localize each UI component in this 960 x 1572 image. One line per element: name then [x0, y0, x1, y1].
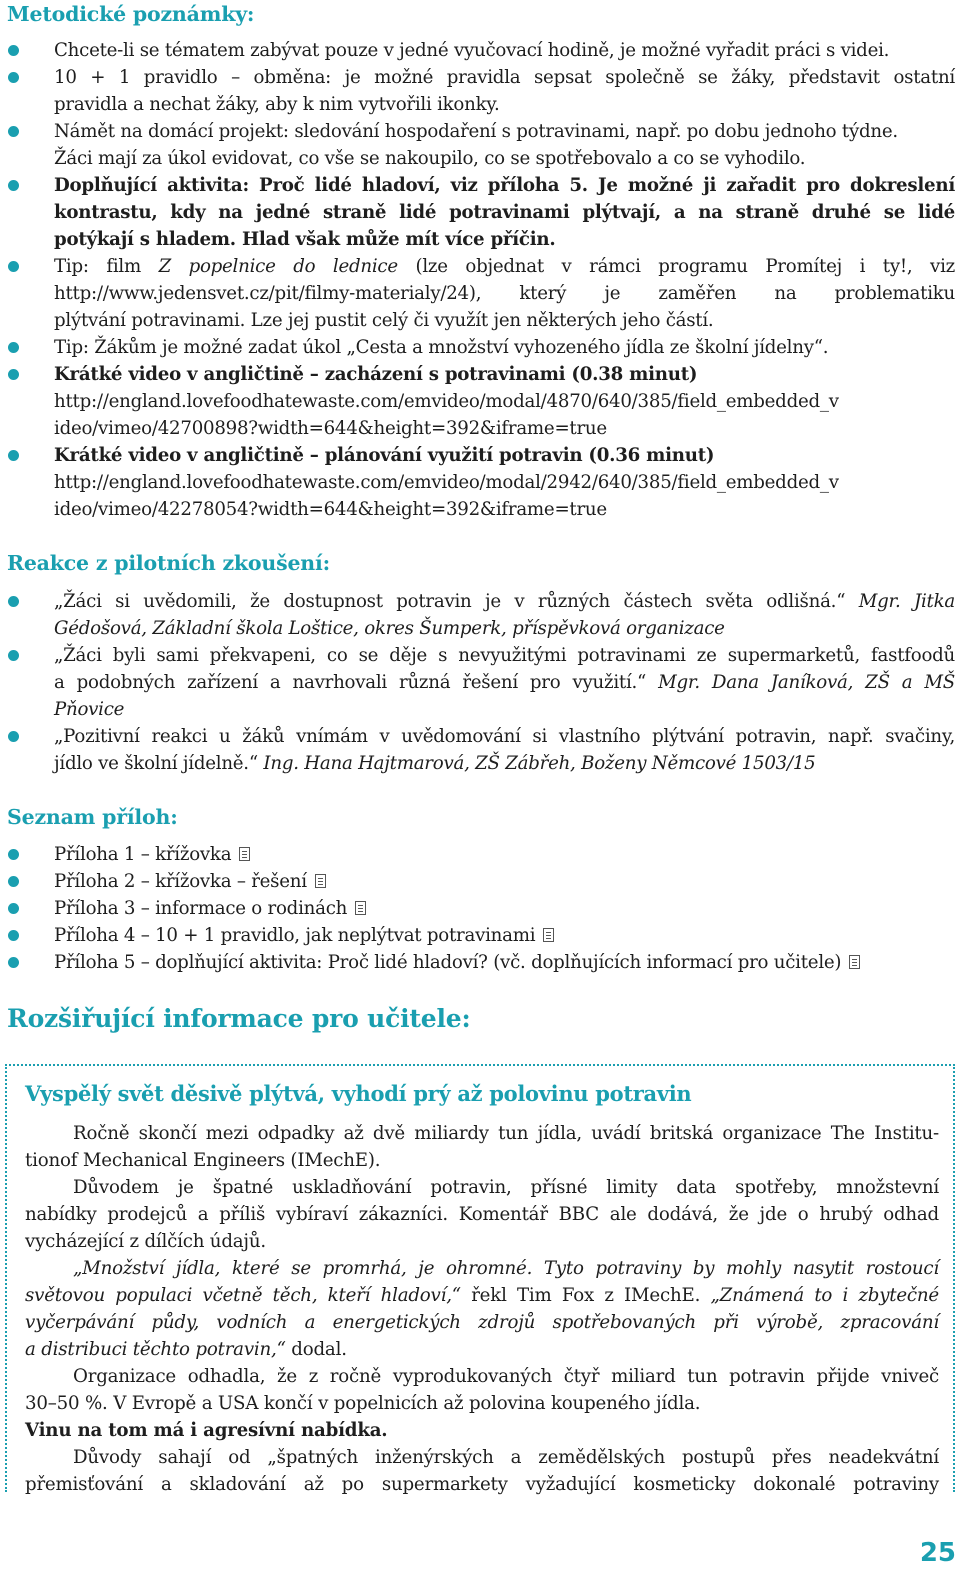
attachment-item[interactable] — [0, 922, 960, 949]
bullet-dot — [8, 957, 19, 968]
article-quote: vyčerpávání půdy, vodních a energetických zdrojů spotřebovaných při výrobě, zpracování — [25, 1312, 939, 1333]
article-quote: světovou populaci včetně těch, kteří hladoví,“ — [25, 1285, 461, 1306]
list-item — [0, 723, 960, 777]
bullet-dot — [8, 180, 19, 191]
attachment-item[interactable] — [0, 868, 960, 895]
list-item — [0, 361, 960, 442]
item-text: Chcete-li se tématem zabývat pouze v jedné vyučovací hodině, je možné vyřadit práci s videi. — [54, 40, 890, 61]
quote-author: Mgr. Dana Janíková, ZŠ a MŠ — [646, 672, 955, 693]
article-text: vycházející z dílčích údajů. — [25, 1231, 266, 1252]
item-link-text: http://www.jedensvet.cz/pit/filmy-materialy/24), který je zaměřen na problematiku — [54, 283, 955, 304]
document-icon[interactable] — [543, 928, 554, 942]
article-quote: „Množství jídla, které se promrhá, je ohromné. Tyto potraviny by mohly nasytit rostoucí — [73, 1258, 939, 1279]
quote-text: „Pozitivní reakci u žáků vnímám v uvědomování si vlastního plýtvání potravin, např. svačiny, — [54, 726, 955, 747]
video-url[interactable]: ideo/vimeo/42700898?width=644&height=392&iframe=true — [54, 418, 607, 439]
item-text: plýtvání potravinami. Lze jej pustit celý či využít jen některých jeho částí. — [54, 310, 714, 331]
item-bold-text: kontrastu, kdy na jedné straně lidé potravinami plýtvají, a na straně druhé se lidé — [54, 202, 955, 223]
video-url[interactable]: ideo/vimeo/42278054?width=644&height=392&iframe=true — [54, 499, 607, 520]
video-url[interactable]: http://england.lovefoodhatewaste.com/emvideo/modal/2942/640/385/field_embedded_v — [54, 472, 839, 493]
list-item — [0, 64, 960, 118]
article-text: Ročně skončí mezi odpadky až dvě miliardy tun jídla, uvádí britská organizace The Institu- — [73, 1123, 939, 1144]
article-text: Důvodem je špatné uskladňování potravin, přísné limity data spotřeby, množstevní — [73, 1177, 939, 1198]
heading-prilohy: Seznam příloh: — [7, 805, 178, 829]
item-bold-text: Doplňující aktivita: Proč lidé hladoví, viz příloha 5. — [54, 175, 588, 196]
attachment-item[interactable] — [0, 895, 960, 922]
item-bold-text: Je možné ji zařadit pro dokreslení — [587, 175, 955, 196]
metodicke-list — [0, 37, 960, 523]
attachment-item[interactable] — [0, 841, 960, 868]
item-text: Tip: Žákům je možné zadat úkol „Cesta a množství vyhozeného jídla ze školní jídelny“. — [54, 337, 829, 358]
article-text: řekl Tim Fox z IMechE. — [460, 1285, 711, 1306]
quote-text: „Žáci si uvědomili, že dostupnost potravin je v různých částech světa odlišná.“ — [54, 591, 846, 612]
quote-text: jídlo ve školní jídelně.“ — [54, 753, 258, 774]
attachment-label[interactable]: Příloha 3 – informace o rodinách — [54, 898, 348, 919]
article-text: nabídky prodejců a příliš vybíraví zákazníci. Komentář BBC ale dodává, že jde o hrubý odhad — [25, 1204, 939, 1225]
list-item — [0, 172, 960, 253]
bullet-dot — [8, 596, 19, 607]
heading-metodicke: Metodické poznámky: — [7, 2, 255, 26]
article-text: Důvody sahají od „špatných inženýrských a zemědělských postupů přes neadekvátní — [73, 1447, 939, 1468]
bullet-dot — [8, 876, 19, 887]
bullet-dot — [8, 45, 19, 56]
bullet-dot — [8, 369, 19, 380]
video-title: Krátké video v angličtině – plánování využití potravin (0.36 minut) — [54, 445, 715, 466]
attachment-label[interactable]: Příloha 1 – křížovka — [54, 844, 232, 865]
item-text: 10 + 1 pravidlo – obměna: je možné pravidla sepsat společně se žáky, představit ostatní — [54, 67, 955, 88]
video-title: Krátké video v angličtině – zacházení s potravinami (0.38 minut) — [54, 364, 698, 385]
item-text: Námět na domácí projekt: sledování hospodaření s potravinami, např. po dobu jednoho týdne. — [54, 121, 898, 142]
list-item — [0, 642, 960, 723]
attachment-label[interactable]: Příloha 4 – 10 + 1 pravidlo, jak neplýtvat potravinami — [54, 925, 536, 946]
item-text: Žáci mají za úkol evidovat, co vše se nakoupilo, co se spotřebovalo a co se vyhodilo. — [54, 148, 806, 169]
list-item — [0, 334, 960, 361]
document-icon[interactable] — [849, 955, 860, 969]
reakce-list — [0, 588, 960, 777]
list-item — [0, 118, 960, 172]
item-text: Tip: film — [54, 256, 159, 277]
bullet-dot — [8, 261, 19, 272]
article-text: Organizace odhadla, že z ročně vyprodukovaných čtyř miliard tun potravin přijde vniveč — [73, 1366, 939, 1387]
bullet-dot — [8, 126, 19, 137]
bullet-dot — [8, 450, 19, 461]
item-bold-text: potýkají s hladem. Hlad však může mít více příčin. — [54, 229, 556, 250]
bullet-dot — [8, 72, 19, 83]
document-icon[interactable] — [355, 901, 366, 915]
document-icon[interactable] — [239, 847, 250, 861]
bullet-dot — [8, 731, 19, 742]
article-subheading: Vinu na tom má i agresívní nabídka. — [25, 1420, 388, 1441]
article-body — [25, 1120, 939, 1498]
article-quote: „Známená to i zbytečné — [710, 1285, 939, 1306]
attachment-label[interactable]: Příloha 5 – doplňující aktivita: Proč lidé hladoví? (vč. doplňujících informací pro učitele) — [54, 952, 842, 973]
item-text: pravidla a nechat žáky, aby k nim vytvořili ikonky. — [54, 94, 500, 115]
heading-rozsirujici: Rozšiřující informace pro učitele: — [7, 1004, 471, 1033]
page-number: 25 — [919, 1538, 956, 1568]
video-url[interactable]: http://england.lovefoodhatewaste.com/emvideo/modal/4870/640/385/field_embedded_v — [54, 391, 839, 412]
quote-author: Gédošová, Základní škola Loštice, okres Šumperk, příspěvková organizace — [54, 618, 725, 639]
film-title: Z popelnice do lednice — [158, 256, 398, 277]
article-text: dodal. — [285, 1339, 347, 1360]
quote-author: Pňovice — [54, 699, 125, 720]
bullet-dot — [8, 849, 19, 860]
article-text: tionof Mechanical Engineers (IMechE). — [25, 1150, 381, 1171]
attachment-item[interactable] — [0, 949, 960, 976]
bullet-dot — [8, 342, 19, 353]
bullet-dot — [8, 650, 19, 661]
quote-author: Mgr. Jitka — [845, 591, 955, 612]
quote-text: „Žáci byli sami překvapeni, co se děje s nevyužitými potravinami ze supermarketů, fastfoodů — [54, 645, 955, 666]
list-item — [0, 253, 960, 334]
article-title: Vyspělý svět děsivě plýtvá, vyhodí prý až polovinu potravin — [25, 1081, 692, 1106]
list-item — [0, 37, 960, 64]
quote-author: Ing. Hana Hajtmarová, ZŠ Zábřeh, Boženy Němcové 1503/15 — [257, 753, 816, 774]
article-text: přemisťování a skladování až po supermarkety vyžadující kosmeticky dokonalé potraviny — [25, 1474, 939, 1495]
list-item — [0, 442, 960, 523]
info-box — [5, 1064, 955, 1495]
attachment-label[interactable]: Příloha 2 – křížovka – řešení — [54, 871, 307, 892]
document-icon[interactable] — [315, 874, 326, 888]
article-quote: a distribuci těchto potravin,“ — [25, 1339, 286, 1360]
article-text: 30–50 %. V Evropě a USA končí v popelnicích až polovina koupeného jídla. — [25, 1393, 701, 1414]
item-text: (lze objednat v rámci programu Promítej i ty!, viz — [397, 256, 955, 277]
heading-reakce: Reakce z pilotních zkoušení: — [7, 551, 330, 575]
prilohy-list — [0, 841, 960, 976]
bullet-dot — [8, 930, 19, 941]
list-item — [0, 588, 960, 642]
bullet-dot — [8, 903, 19, 914]
quote-text: a podobných zařízení a navrhovali různá řešení pro využití.“ — [54, 672, 647, 693]
